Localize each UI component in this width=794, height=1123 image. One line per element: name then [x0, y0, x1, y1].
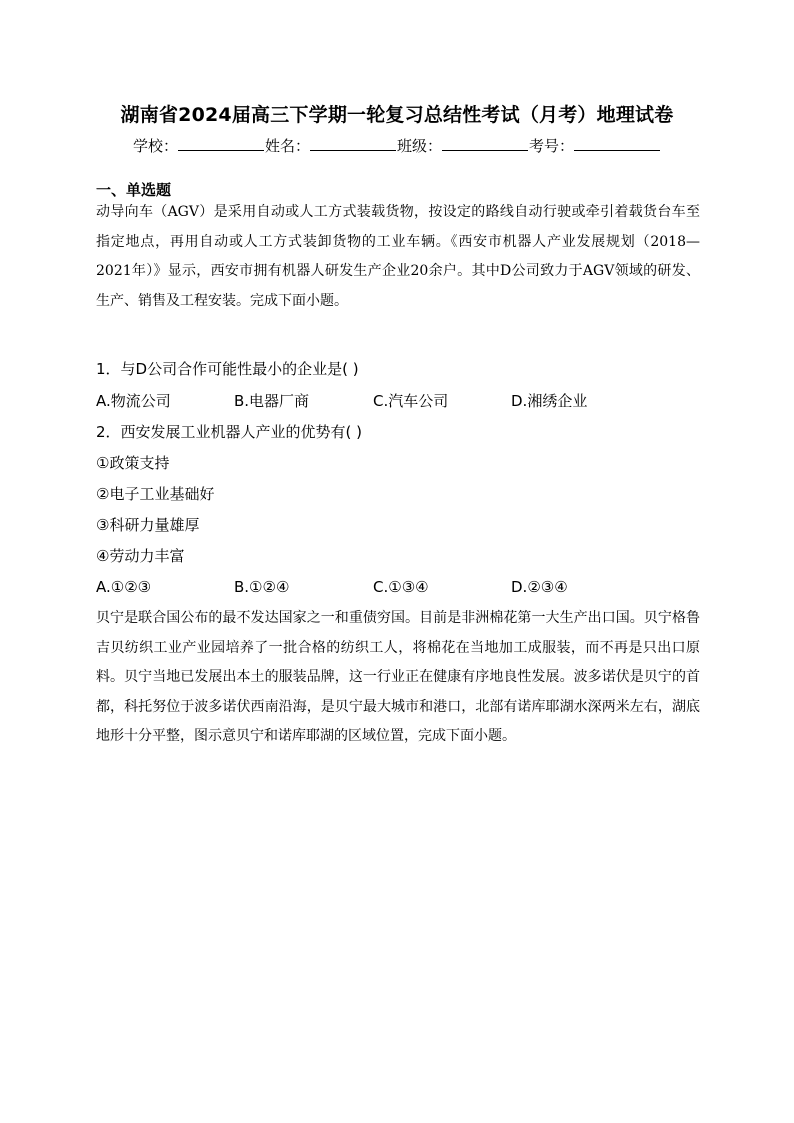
exam-title: 湖南省2024届高三下学期一轮复习总结性考试（月考）地理试卷: [120, 104, 674, 126]
question-2-item-4: ④劳动力丰富: [96, 547, 185, 565]
class-label: 班级：: [397, 137, 443, 155]
passage-agv: 动导向车（AGV）是采用自动或人工方式装载货物，按设定的路线自动行驶或牵引着载货台车至指定地点，再用自动或人工方式装卸货物的工业车辆。《西安市机器人产业发展规划（2018—2021年）》显示，西安市拥有机器人研发生产企业20余户。其中D公司致力于AGV领域的研发、生产、销售及工程安装。完成下面小题。: [96, 204, 700, 309]
passage-benin: 贝宁是联合国公布的最不发达国家之一和重债穷国。目前是非洲棉花第一大生产出口国。贝宁格鲁吉贝纺织工业产业园培养了一批合格的纺织工人，将棉花在当地加工成服装，而不再是只出口原料。贝宁当地已发展出本土的服装品牌，这一行业正在健康有序地良性发展。波多诺伏是贝宁的首都，科托努位于波多诺伏西南沿海，是贝宁最大城市和港口，北部有诺库耶湖水深两米左右，湖底地形十分平整，图示意贝宁和诺库耶湖的区域位置，完成下面小题。: [96, 610, 700, 745]
question-1-option-b: B.电器厂商: [234, 392, 310, 410]
question-1-option-a: A.物流公司: [96, 392, 171, 410]
student-info-line: [0, 134, 794, 158]
question-2-stem: 2．西安发展工业机器人产业的优势有( ): [96, 423, 363, 441]
name-label: 姓名：: [264, 137, 310, 155]
number-blank[interactable]: [574, 135, 660, 151]
question-1-stem: 1．与D公司合作可能性最小的企业是( ): [96, 360, 359, 378]
question-2-option-a: A.①②③: [96, 578, 152, 596]
question-2-item-2: ②电子工业基础好: [96, 485, 215, 503]
number-label: 考号：: [529, 137, 575, 155]
question-1-option-c: C.汽车公司: [373, 392, 449, 410]
question-2-option-b: B.①②④: [234, 578, 290, 596]
name-blank[interactable]: [310, 135, 396, 151]
question-2-item-3: ③科研力量雄厚: [96, 516, 200, 534]
school-blank[interactable]: [178, 135, 264, 151]
class-blank[interactable]: [442, 135, 528, 151]
question-2-item-1: ①政策支持: [96, 454, 170, 472]
question-2-option-c: C.①③④: [373, 578, 429, 596]
question-2-option-d: D.②③④: [511, 578, 568, 596]
question-1-option-d: D.湘绣企业: [511, 392, 588, 410]
section-title: 一、单选题: [96, 181, 172, 199]
school-label: 学校：: [132, 137, 178, 155]
